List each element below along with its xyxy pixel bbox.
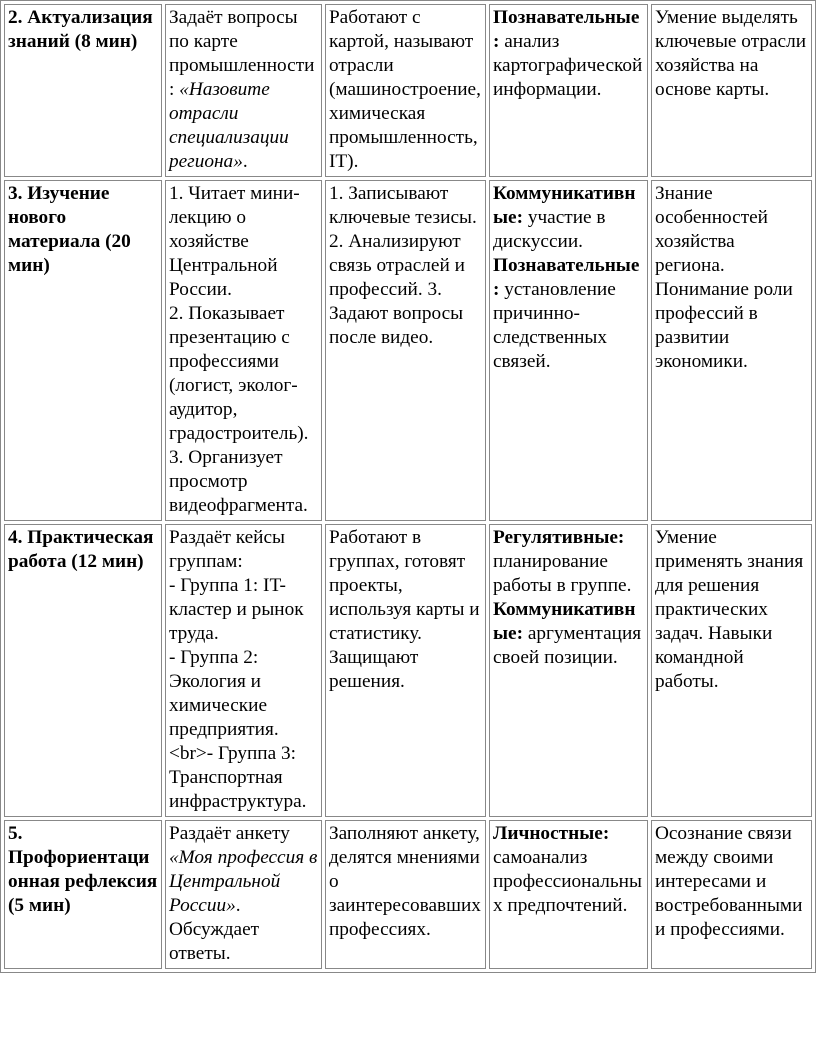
result-cell: Умение выделять ключевые отрасли хозяйства на основе карты. — [651, 4, 812, 177]
student-activity-cell — [325, 180, 486, 521]
uud-cell — [489, 4, 648, 177]
uud-label: Регулятивные: — [492, 527, 625, 548]
uud-cell — [489, 524, 648, 817]
teacher-text: Задаёт вопросы по карте промышленности: — [168, 7, 315, 100]
student-activity-cell: Работают с картой, называют отрасли (машиностроение, химическая промышленность, IT). — [325, 4, 486, 177]
uud-label: Личностные: — [492, 823, 610, 844]
uud-text: анализ картографической информации. — [492, 31, 643, 100]
stage-cell: 2. Актуализация знаний (8 мин) — [4, 4, 162, 177]
student-activity-cell: Заполняют анкету, делятся мнениями о заинтересовавших профессиях. — [325, 820, 486, 969]
teacher-activity-cell — [165, 524, 322, 817]
uud-text: аргументация своей позиции. — [492, 623, 642, 668]
student-step: 1. Записывают ключевые тезисы. — [328, 183, 477, 228]
uud-text: самоанализ профессиональных предпочтений. — [492, 847, 642, 916]
stage-cell: 5. Профориентационная рефлексия (5 мин) — [4, 820, 162, 969]
uud-label: Коммуникативные: — [492, 599, 636, 644]
uud-label: Познавательные: — [492, 7, 640, 52]
teacher-step: Раздаёт кейсы группам: — [168, 527, 285, 572]
uud-text: планирование работы в группе. — [492, 551, 632, 596]
teacher-text-end: . Обсуждает ответы. — [168, 895, 260, 964]
uud-cell — [489, 820, 648, 969]
teacher-activity-cell — [165, 180, 322, 521]
uud-text: участие в дискуссии. — [492, 207, 606, 252]
result-cell: Умение применять знания для решения практических задач. Навыки командной работы. — [651, 524, 812, 817]
student-activity-cell: Работают в группах, готовят проекты, используя карты и статистику. Защищают решения. — [325, 524, 486, 817]
teacher-step: - Группа 2: Экология и химические предприятия. <br>- Группа 3: Транспортная инфраструктура. — [168, 647, 307, 812]
uud-cell — [489, 180, 648, 521]
teacher-text: Раздаёт анкету — [168, 823, 290, 844]
result-cell: Знание особенностей хозяйства региона. Понимание роли профессий в развитии экономики. — [651, 180, 812, 521]
teacher-activity-cell — [165, 4, 322, 177]
uud-text: установление причинно-следственных связей. — [492, 279, 616, 372]
teacher-step: 3. Организует просмотр видеофрагмента. — [168, 447, 308, 516]
stage-cell: 4. Практическая работа (12 мин) — [4, 524, 162, 817]
teacher-step: 1. Читает мини-лекцию о хозяйстве Центральной России. — [168, 183, 300, 300]
table-row — [4, 524, 812, 817]
result-cell: Осознание связи между своими интересами и востребованными и профессиями. — [651, 820, 812, 969]
teacher-activity-cell — [165, 820, 322, 969]
teacher-step: 2. Показывает презентацию с профессиями (логист, эколог-аудитор, градостроитель). — [168, 303, 309, 444]
uud-label: Познавательные: — [492, 255, 640, 300]
table-row — [4, 4, 812, 177]
teacher-text-end: . — [242, 151, 248, 172]
table-row — [4, 820, 812, 969]
uud-label: Коммуникативные: — [492, 183, 636, 228]
teacher-step: - Группа 1: IT-кластер и рынок труда. — [168, 575, 304, 644]
student-step: 2. Анализируют связь отраслей и профессий. 3. Задают вопросы после видео. — [328, 231, 465, 348]
table-row — [4, 180, 812, 521]
questionnaire-title: «Моя профессия в Центральной России» — [168, 847, 318, 916]
stage-cell: 3. Изучение нового материала (20 мин) — [4, 180, 162, 521]
teacher-question: «Назовите отрасли специализации региона» — [168, 79, 289, 172]
